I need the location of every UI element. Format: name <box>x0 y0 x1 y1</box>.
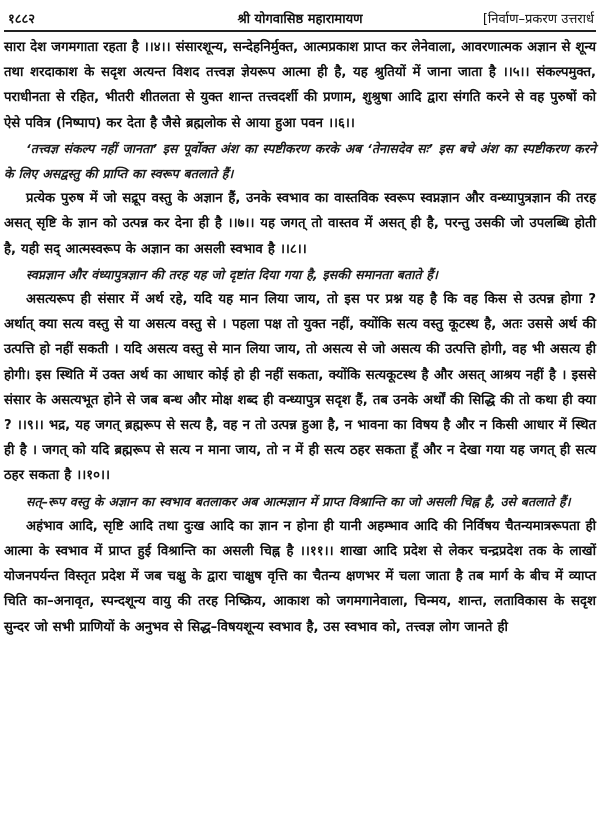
paragraph-verses-11: अहंभाव आदि, सृष्टि आदि तथा दुःख आदि का ज्ञान न होना ही यानी अहम्भाव आदि की निर्विषय चैतन्यमात्ररूपता ही आत्मा के स्वभाव में प्राप्त हुई विश्रान्ति का असली चिह्न है ।।११।। शाखा आदि प्रदेश से लेकर चन्द्रप्रदेश तक के लाखों योजनपर्यन्त विस्तृत प्रदेश में जब चक्षु के द्वारा चाक्षुष वृत्ति का चैतन्य क्षणभर में चला जाता है तब मार्ग के बीच में व्याप्त चिति का–अनावृत, स्पन्दशून्य वायु की तरह निष्क्रिय, आकाश को जगमगानेवाला, चिन्मय, शान्त, लताविकास के सदृश सुन्दर जो सभी प्राणियों के अनुभव से सिद्ध–विषयशून्य स्वभाव है, उस स्वभाव को, तत्त्वज्ञ लोग जानते ही <box>4 518 596 635</box>
section-title: [निर्वाण–प्रकरण उत्तरार्ध <box>482 12 594 27</box>
paragraph-verses-9-10: असत्यरूप ही संसार में अर्थ रहे, यदि यह मान लिया जाय, तो इस पर प्रश्न यह है कि वह किस से उत्पन्न होगा ? अर्थात् क्या सत्य वस्तु से या असत्य वस्तु से । पहला पक्ष तो युक्त नहीं, क्योंकि सत्य वस्तु कूटस्थ है, अतः उससे अर्थ की उत्पत्ति हो नहीं सकती । यदि असत्य वस्तु से मान लिया जाय, तो असत्य से जो असत्य की उत्पत्ति होगी, वह भी असत्य ही होगी। इस स्थिति में उक्त अर्थ का आधार कोई हो ही नहीं सकता, क्योंकि सत्यकूटस्थ है और असत् आश्रय नहीं है । इससे संसार के असत्यभूत होने से जब बन्ध और मोक्ष शब्द ही वन्ध्यापुत्र सदृश हैं, तब उनके अर्थों की सिद्धि की तो कथा ही क्या ? ।।९।। भद्र, यह जगत् ब्रह्मरूप से सत्य है, वह न तो उत्पन्न हुआ है, न भावना का विषय है और न किसी आधार में स्थित ही है । जगत् को यदि ब्रह्मरूप से सत्य न माना जाय, तो न में ही सत्य ठहर सकता हूँ और न देखा गया यह जगत् ही सत्य ठहर सकता है ।।१०।। <box>4 292 596 484</box>
running-title: श्री योगवासिष्ठ महारामायण <box>237 12 363 27</box>
intro-note-1: ‘तत्त्वज्ञ संकल्प नहीं जानता’ इस पूर्वोक्त अंश का स्पष्टीकरण करके अब ‘तेनासदेव सः’ इस बचे अंश का स्पष्टीकरण करने के लिए असद्वस्तु की प्राप्ति का स्वरूप बतलाते हैं। <box>4 140 596 182</box>
intro-note-2: स्वप्नज्ञान और वंध्यापुत्रज्ञान की तरह यह जो दृष्टांत दिया गया है, इसकी समानता बताते हैं। <box>26 266 438 282</box>
paragraph-verses-4-6: सारा देश जगमगाता रहता है ।।४।। संसारशून्य, सन्देहनिर्मुक्त, आत्मप्रकाश प्राप्त कर लेनेवाला, आवरणात्मक अज्ञान से शून्य तथा शरदाकाश के सदृश अत्यन्त विशद तत्त्वज्ञ ज्ञेयरूप आत्मा ही है, यह श्रुतियों में जाना जाता है ।।५।। संकल्पमुक्त, पराधीनता से रहित, भीतरी शीतलता से युक्त शान्त तत्त्वदर्शी की प्रणाम, शुश्रुषा आदि द्वारा संगति करने से वह पुरुषों को ऐसे पवित्र (निष्पाप) कर देता है जैसे ब्रह्मलोक से आया हुआ पवन ।।६।। <box>4 40 596 131</box>
intro-note-3: सत्–रूप वस्तु के अज्ञान का स्वभाव बतलाकर अब आत्मज्ञान में प्राप्त विश्रान्ति का जो असली चिह्न है, उसे बतलाते हैं। <box>26 493 571 509</box>
page-body <box>4 32 596 640</box>
page-header <box>4 0 596 32</box>
paragraph-verses-7-8: प्रत्येक पुरुष में जो सद्रूप वस्तु के अज्ञान हैं, उनके स्वभाव का वास्तविक स्वरूप स्वप्नज्ञान और वन्ध्यापुत्रज्ञान की तरह असत् सृष्टि के ज्ञान को उत्पन्न कर देना ही है ।।७।। यह जगत् तो वास्तव में असत् ही है, परन्तु उसकी जो उपलब्धि होती है, यही सद् आत्मस्वरूप के अज्ञान का असली स्वभाव है ।।८।। <box>4 191 596 257</box>
page-number: १८८२ <box>8 12 36 27</box>
